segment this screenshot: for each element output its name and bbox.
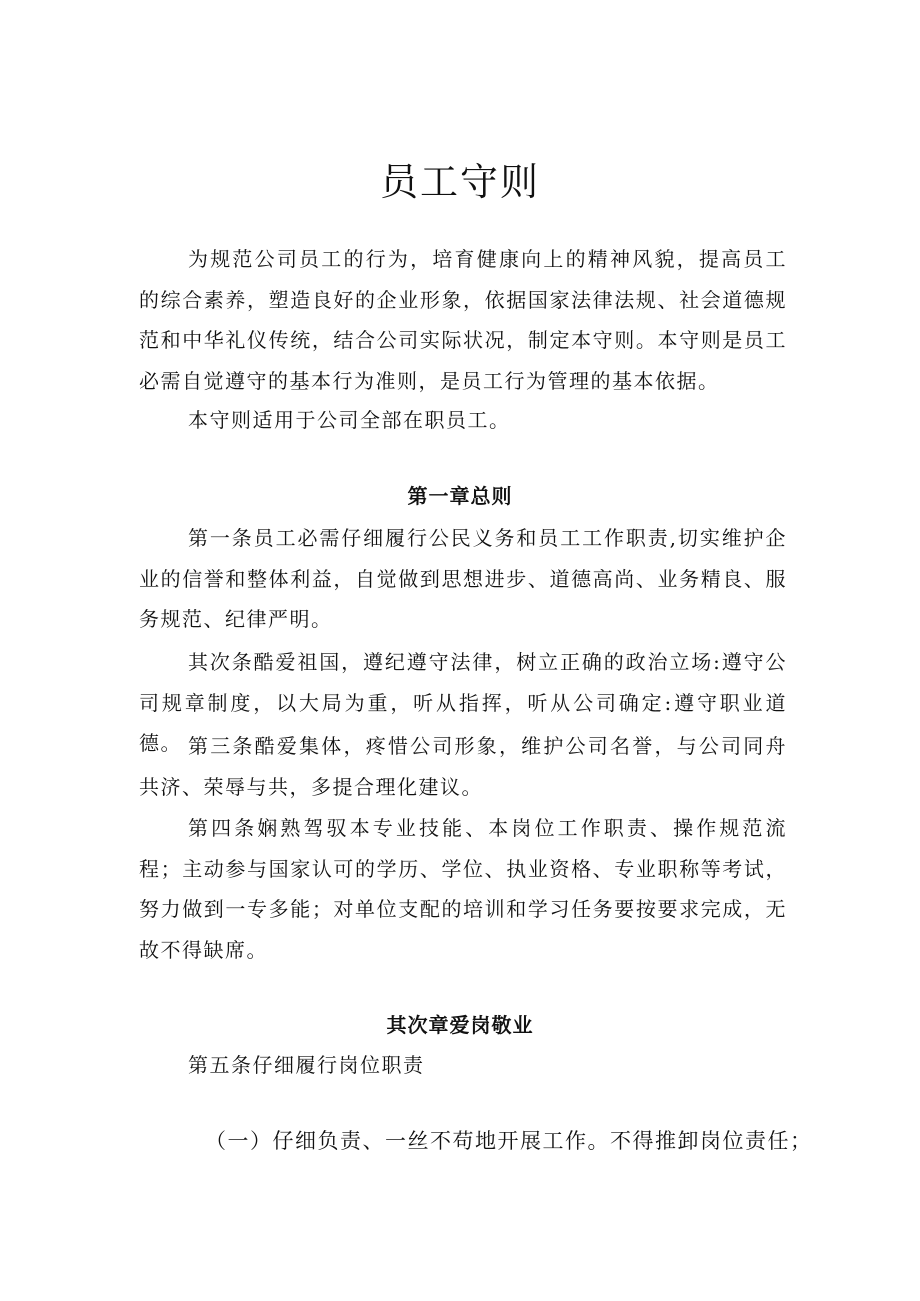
article-4: 第四条娴熟驾驭本专业技能、本岗位工作职责、操作规范流程；主动参与国家认可的学历、学位、执业资格、专业职称等考试，努力做到一专多能；对单位支配的培训和学习任务要按要求完成，无故不得缺席。 [139, 816, 787, 962]
article-5: 第五条仔细履行岗位职责 [188, 1053, 425, 1077]
chapter-1-heading: 第一章总则 [407, 484, 513, 508]
article-2: 其次条酷爱祖国，遵纪遵守法律，树立正确的政治立场:遵守公司规章制度，以大局为重，听从指挥，听从公司确定:遵守职业道德。 [139, 650, 787, 755]
article-1: 第一条员工必需仔细履行公民义务和员工工作职责,切实维护企业的信誉和整体利益，自觉做到思想进步、道德高尚、业务精良、服务规范、纪律严明。 [139, 526, 787, 631]
chapter-2-heading: 其次章爱岗敬业 [386, 1013, 534, 1037]
article-5-item-1: （一）仔细负责、一丝不苟地开展工作。不得推卸岗位责任； [205, 1129, 813, 1153]
scope-paragraph: 本守则适用于公司全部在职员工。 [188, 408, 511, 432]
article-3: 第三条酷爱集体，疼惜公司形象，维护公司名誉，与公司同舟共济、荣辱与共，多提合理化建议。 [139, 734, 787, 799]
preamble-paragraph: 为规范公司员工的行为，培育健康向上的精神风貌，提高员工的综合素养，塑造良好的企业形象，依据国家法律法规、社会道德规范和中华礼仪传统，结合公司实际状况，制定本守则。本守则是员工必需自觉遵守的基本行为准则，是员工行为管理的基本依据。 [139, 247, 787, 393]
document-title: 员工守则 [379, 160, 540, 204]
